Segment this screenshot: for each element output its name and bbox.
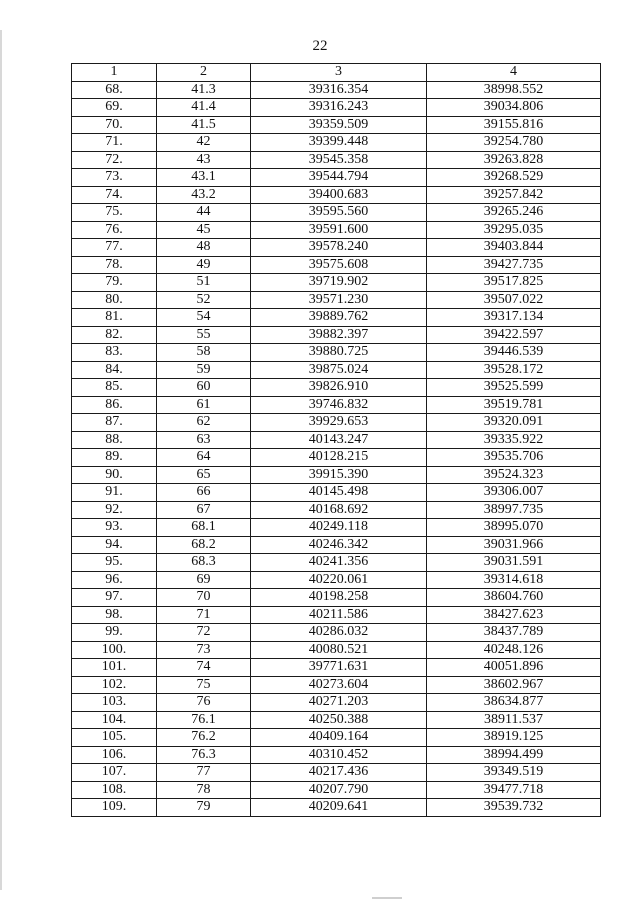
y-coordinate-cell: 39306.007 xyxy=(427,484,601,502)
point-number-cell: 65 xyxy=(157,466,251,484)
row-number-cell: 82. xyxy=(72,326,157,344)
row-number-cell: 83. xyxy=(72,344,157,362)
y-coordinate-cell: 39349.519 xyxy=(427,764,601,782)
table-row xyxy=(72,799,601,817)
point-number-cell: 73 xyxy=(157,641,251,659)
point-number-cell: 43.2 xyxy=(157,186,251,204)
x-coordinate-cell: 39719.902 xyxy=(251,274,427,292)
table-row xyxy=(72,519,601,537)
row-number-cell: 77. xyxy=(72,239,157,257)
y-coordinate-cell: 39335.922 xyxy=(427,431,601,449)
x-coordinate-cell: 40273.604 xyxy=(251,676,427,694)
row-number-cell: 73. xyxy=(72,169,157,187)
y-coordinate-cell: 39034.806 xyxy=(427,99,601,117)
table-row xyxy=(72,641,601,659)
y-coordinate-cell: 39265.246 xyxy=(427,204,601,222)
y-coordinate-cell: 39295.035 xyxy=(427,221,601,239)
point-number-cell: 42 xyxy=(157,134,251,152)
table-row xyxy=(72,781,601,799)
y-coordinate-cell: 38995.070 xyxy=(427,519,601,537)
y-coordinate-cell: 39528.172 xyxy=(427,361,601,379)
scan-edge-shadow xyxy=(0,30,2,890)
x-coordinate-cell: 40143.247 xyxy=(251,431,427,449)
table-row xyxy=(72,764,601,782)
point-number-cell: 68.1 xyxy=(157,519,251,537)
x-coordinate-cell: 40168.692 xyxy=(251,501,427,519)
point-number-cell: 49 xyxy=(157,256,251,274)
point-number-cell: 45 xyxy=(157,221,251,239)
row-number-cell: 79. xyxy=(72,274,157,292)
x-coordinate-cell: 40220.061 xyxy=(251,571,427,589)
y-coordinate-cell: 39263.828 xyxy=(427,151,601,169)
x-coordinate-cell: 39889.762 xyxy=(251,309,427,327)
row-number-cell: 93. xyxy=(72,519,157,537)
row-number-cell: 78. xyxy=(72,256,157,274)
y-coordinate-cell: 39031.591 xyxy=(427,554,601,572)
point-number-cell: 59 xyxy=(157,361,251,379)
table-row xyxy=(72,536,601,554)
x-coordinate-cell: 39882.397 xyxy=(251,326,427,344)
y-coordinate-cell: 38604.760 xyxy=(427,589,601,607)
table-row xyxy=(72,134,601,152)
y-coordinate-cell: 40248.126 xyxy=(427,641,601,659)
table-row xyxy=(72,711,601,729)
point-number-cell: 64 xyxy=(157,449,251,467)
column-header-1: 1 xyxy=(72,64,157,82)
x-coordinate-cell: 39578.240 xyxy=(251,239,427,257)
point-number-cell: 63 xyxy=(157,431,251,449)
y-coordinate-cell: 39519.781 xyxy=(427,396,601,414)
point-number-cell: 77 xyxy=(157,764,251,782)
y-coordinate-cell: 38997.735 xyxy=(427,501,601,519)
row-number-cell: 88. xyxy=(72,431,157,449)
point-number-cell: 69 xyxy=(157,571,251,589)
x-coordinate-cell: 40241.356 xyxy=(251,554,427,572)
x-coordinate-cell: 39746.832 xyxy=(251,396,427,414)
row-number-cell: 99. xyxy=(72,624,157,642)
x-coordinate-cell: 39575.608 xyxy=(251,256,427,274)
table-row xyxy=(72,396,601,414)
row-number-cell: 71. xyxy=(72,134,157,152)
x-coordinate-cell: 39316.243 xyxy=(251,99,427,117)
point-number-cell: 62 xyxy=(157,414,251,432)
table-row xyxy=(72,694,601,712)
row-number-cell: 81. xyxy=(72,309,157,327)
table-row xyxy=(72,431,601,449)
point-number-cell: 76.2 xyxy=(157,729,251,747)
x-coordinate-cell: 39545.358 xyxy=(251,151,427,169)
y-coordinate-cell: 38602.967 xyxy=(427,676,601,694)
table-row xyxy=(72,624,601,642)
y-coordinate-cell: 39031.966 xyxy=(427,536,601,554)
column-header-2: 2 xyxy=(157,64,251,82)
coordinates-table xyxy=(71,63,601,817)
x-coordinate-cell: 39591.600 xyxy=(251,221,427,239)
x-coordinate-cell: 39826.910 xyxy=(251,379,427,397)
scan-bottom-mark xyxy=(372,897,402,899)
row-number-cell: 89. xyxy=(72,449,157,467)
point-number-cell: 44 xyxy=(157,204,251,222)
point-number-cell: 58 xyxy=(157,344,251,362)
point-number-cell: 54 xyxy=(157,309,251,327)
row-number-cell: 100. xyxy=(72,641,157,659)
point-number-cell: 55 xyxy=(157,326,251,344)
table-row xyxy=(72,116,601,134)
y-coordinate-cell: 40051.896 xyxy=(427,659,601,677)
row-number-cell: 87. xyxy=(72,414,157,432)
point-number-cell: 66 xyxy=(157,484,251,502)
point-number-cell: 75 xyxy=(157,676,251,694)
table-row xyxy=(72,501,601,519)
point-number-cell: 43 xyxy=(157,151,251,169)
row-number-cell: 101. xyxy=(72,659,157,677)
point-number-cell: 74 xyxy=(157,659,251,677)
x-coordinate-cell: 39400.683 xyxy=(251,186,427,204)
column-header-4: 4 xyxy=(427,64,601,82)
table-row xyxy=(72,151,601,169)
x-coordinate-cell: 40249.118 xyxy=(251,519,427,537)
y-coordinate-cell: 39403.844 xyxy=(427,239,601,257)
table-row xyxy=(72,239,601,257)
table-row xyxy=(72,291,601,309)
column-header-3: 3 xyxy=(251,64,427,82)
row-number-cell: 109. xyxy=(72,799,157,817)
x-coordinate-cell: 40250.388 xyxy=(251,711,427,729)
y-coordinate-cell: 39314.618 xyxy=(427,571,601,589)
row-number-cell: 75. xyxy=(72,204,157,222)
row-number-cell: 107. xyxy=(72,764,157,782)
row-number-cell: 106. xyxy=(72,746,157,764)
table-row xyxy=(72,204,601,222)
table-row xyxy=(72,746,601,764)
table-row xyxy=(72,466,601,484)
point-number-cell: 78 xyxy=(157,781,251,799)
row-number-cell: 102. xyxy=(72,676,157,694)
row-number-cell: 70. xyxy=(72,116,157,134)
x-coordinate-cell: 40211.586 xyxy=(251,606,427,624)
table-row xyxy=(72,449,601,467)
y-coordinate-cell: 39507.022 xyxy=(427,291,601,309)
point-number-cell: 70 xyxy=(157,589,251,607)
point-number-cell: 48 xyxy=(157,239,251,257)
y-coordinate-cell: 39422.597 xyxy=(427,326,601,344)
x-coordinate-cell: 39571.230 xyxy=(251,291,427,309)
x-coordinate-cell: 40217.436 xyxy=(251,764,427,782)
table-row xyxy=(72,186,601,204)
x-coordinate-cell: 39359.509 xyxy=(251,116,427,134)
point-number-cell: 72 xyxy=(157,624,251,642)
y-coordinate-cell: 39446.539 xyxy=(427,344,601,362)
y-coordinate-cell: 39477.718 xyxy=(427,781,601,799)
x-coordinate-cell: 40128.215 xyxy=(251,449,427,467)
x-coordinate-cell: 39880.725 xyxy=(251,344,427,362)
y-coordinate-cell: 38919.125 xyxy=(427,729,601,747)
row-number-cell: 72. xyxy=(72,151,157,169)
point-number-cell: 67 xyxy=(157,501,251,519)
table-row xyxy=(72,589,601,607)
page-number: 22 xyxy=(312,38,328,54)
row-number-cell: 92. xyxy=(72,501,157,519)
x-coordinate-cell: 39915.390 xyxy=(251,466,427,484)
y-coordinate-cell: 38427.623 xyxy=(427,606,601,624)
table-row xyxy=(72,81,601,99)
row-number-cell: 94. xyxy=(72,536,157,554)
row-number-cell: 96. xyxy=(72,571,157,589)
y-coordinate-cell: 38634.877 xyxy=(427,694,601,712)
y-coordinate-cell: 39268.529 xyxy=(427,169,601,187)
x-coordinate-cell: 40271.203 xyxy=(251,694,427,712)
point-number-cell: 68.3 xyxy=(157,554,251,572)
table-row xyxy=(72,274,601,292)
row-number-cell: 80. xyxy=(72,291,157,309)
table-row xyxy=(72,326,601,344)
point-number-cell: 43.1 xyxy=(157,169,251,187)
point-number-cell: 61 xyxy=(157,396,251,414)
point-number-cell: 76.1 xyxy=(157,711,251,729)
y-coordinate-cell: 39427.735 xyxy=(427,256,601,274)
table-row xyxy=(72,571,601,589)
x-coordinate-cell: 40080.521 xyxy=(251,641,427,659)
x-coordinate-cell: 39929.653 xyxy=(251,414,427,432)
row-number-cell: 95. xyxy=(72,554,157,572)
y-coordinate-cell: 39524.323 xyxy=(427,466,601,484)
point-number-cell: 79 xyxy=(157,799,251,817)
row-number-cell: 103. xyxy=(72,694,157,712)
x-coordinate-cell: 39875.024 xyxy=(251,361,427,379)
x-coordinate-cell: 40209.641 xyxy=(251,799,427,817)
x-coordinate-cell: 40310.452 xyxy=(251,746,427,764)
table-row xyxy=(72,414,601,432)
point-number-cell: 68.2 xyxy=(157,536,251,554)
table-body xyxy=(72,81,601,816)
x-coordinate-cell: 39316.354 xyxy=(251,81,427,99)
row-number-cell: 97. xyxy=(72,589,157,607)
row-number-cell: 98. xyxy=(72,606,157,624)
row-number-cell: 84. xyxy=(72,361,157,379)
y-coordinate-cell: 39317.134 xyxy=(427,309,601,327)
table-row xyxy=(72,309,601,327)
y-coordinate-cell: 39517.825 xyxy=(427,274,601,292)
table-row xyxy=(72,361,601,379)
x-coordinate-cell: 39399.448 xyxy=(251,134,427,152)
row-number-cell: 76. xyxy=(72,221,157,239)
point-number-cell: 76 xyxy=(157,694,251,712)
row-number-cell: 74. xyxy=(72,186,157,204)
point-number-cell: 71 xyxy=(157,606,251,624)
y-coordinate-cell: 39155.816 xyxy=(427,116,601,134)
table-header xyxy=(72,64,601,82)
table-row xyxy=(72,729,601,747)
point-number-cell: 76.3 xyxy=(157,746,251,764)
row-number-cell: 86. xyxy=(72,396,157,414)
row-number-cell: 85. xyxy=(72,379,157,397)
y-coordinate-cell: 38994.499 xyxy=(427,746,601,764)
y-coordinate-cell: 38911.537 xyxy=(427,711,601,729)
y-coordinate-cell: 39320.091 xyxy=(427,414,601,432)
table-row xyxy=(72,344,601,362)
y-coordinate-cell: 39257.842 xyxy=(427,186,601,204)
row-number-cell: 90. xyxy=(72,466,157,484)
row-number-cell: 69. xyxy=(72,99,157,117)
table-row xyxy=(72,676,601,694)
y-coordinate-cell: 39535.706 xyxy=(427,449,601,467)
x-coordinate-cell: 39595.560 xyxy=(251,204,427,222)
x-coordinate-cell: 40207.790 xyxy=(251,781,427,799)
row-number-cell: 91. xyxy=(72,484,157,502)
point-number-cell: 52 xyxy=(157,291,251,309)
table-row xyxy=(72,379,601,397)
table-row xyxy=(72,256,601,274)
row-number-cell: 108. xyxy=(72,781,157,799)
row-number-cell: 104. xyxy=(72,711,157,729)
point-number-cell: 60 xyxy=(157,379,251,397)
x-coordinate-cell: 40246.342 xyxy=(251,536,427,554)
y-coordinate-cell: 39525.599 xyxy=(427,379,601,397)
point-number-cell: 41.4 xyxy=(157,99,251,117)
x-coordinate-cell: 40198.258 xyxy=(251,589,427,607)
table-row xyxy=(72,99,601,117)
x-coordinate-cell: 40145.498 xyxy=(251,484,427,502)
x-coordinate-cell: 40409.164 xyxy=(251,729,427,747)
table-row xyxy=(72,554,601,572)
x-coordinate-cell: 39544.794 xyxy=(251,169,427,187)
y-coordinate-cell: 39539.732 xyxy=(427,799,601,817)
table-row xyxy=(72,169,601,187)
table-row xyxy=(72,606,601,624)
point-number-cell: 41.3 xyxy=(157,81,251,99)
header-row xyxy=(72,64,601,82)
point-number-cell: 51 xyxy=(157,274,251,292)
row-number-cell: 105. xyxy=(72,729,157,747)
x-coordinate-cell: 39771.631 xyxy=(251,659,427,677)
row-number-cell: 68. xyxy=(72,81,157,99)
y-coordinate-cell: 38437.789 xyxy=(427,624,601,642)
table-row xyxy=(72,221,601,239)
point-number-cell: 41.5 xyxy=(157,116,251,134)
table-row xyxy=(72,659,601,677)
y-coordinate-cell: 38998.552 xyxy=(427,81,601,99)
x-coordinate-cell: 40286.032 xyxy=(251,624,427,642)
y-coordinate-cell: 39254.780 xyxy=(427,134,601,152)
table-row xyxy=(72,484,601,502)
